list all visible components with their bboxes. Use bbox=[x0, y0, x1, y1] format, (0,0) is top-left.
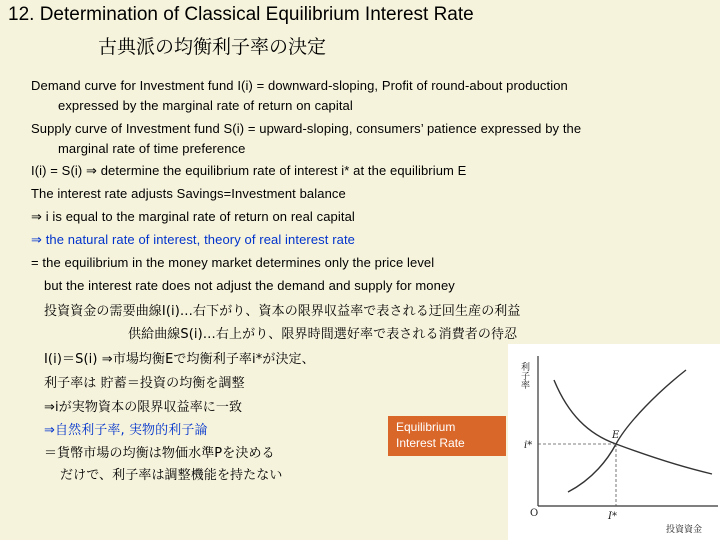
supply-demand-graph bbox=[508, 344, 720, 540]
text-line: expressed by the marginal rate of return on capital bbox=[58, 98, 353, 113]
graph-svg bbox=[508, 344, 720, 540]
svg-text:利子率: 利子率 bbox=[519, 362, 529, 389]
text-line-japanese: 利子率は 貯蓄＝投資の均衡を調整 bbox=[44, 376, 245, 391]
slide-title-english: 12. Determination of Classical Equilibrium Interest Rate bbox=[8, 4, 474, 25]
origin-label: O bbox=[530, 508, 539, 519]
text-line: The interest rate adjusts Savings=Investment balance bbox=[31, 186, 346, 201]
callout-line-2: Interest Rate bbox=[396, 436, 465, 450]
text-line: = the equilibrium in the money market determines only the price level bbox=[31, 255, 435, 270]
text-line-japanese: ⇒iが実物資本の限界収益率に一致 bbox=[44, 400, 243, 415]
text-line-japanese-highlight: ⇒自然利子率, 実物的利子論 bbox=[44, 423, 208, 438]
x-axis-label: 投資資金 bbox=[666, 525, 703, 535]
text-line-japanese: だけで、利子率は調整機能を持たない bbox=[60, 468, 283, 483]
text-line: Demand curve for Investment fund I(i) = downward-sloping, Profit of round-about production bbox=[31, 78, 568, 93]
slide-title-japanese: 古典派の均衡利子率の決定 bbox=[98, 36, 327, 58]
y-axis-label bbox=[519, 361, 530, 390]
text-line: Supply curve of Investment fund S(i) = upward-sloping, consumers’ patience expressed by the bbox=[31, 121, 582, 136]
I-star-label: I* bbox=[608, 511, 617, 522]
equilibrium-point-label: E bbox=[612, 430, 620, 441]
text-line-highlight: ⇒ the natural rate of interest, theory of real interest rate bbox=[31, 232, 355, 247]
text-line-japanese: 供給曲線S(i)…右上がり、限界時間選好率で表される消費者の待忍 bbox=[128, 327, 518, 342]
callout-line-1: Equilibrium bbox=[396, 420, 456, 434]
text-line: ⇒ i is equal to the marginal rate of return on real capital bbox=[31, 209, 355, 224]
equilibrium-interest-rate-callout bbox=[388, 416, 506, 456]
i-star-label: i* bbox=[524, 440, 533, 451]
text-line: marginal rate of time preference bbox=[58, 141, 246, 156]
text-line: but the interest rate does not adjust the demand and supply for money bbox=[44, 278, 455, 293]
text-line-japanese: I(i)＝S(i) ⇒市場均衡Eで均衡利子率i*が決定、 bbox=[44, 352, 315, 367]
text-line-japanese: ＝貨幣市場の均衡は物価水準Pを決める bbox=[44, 446, 275, 461]
text-line-japanese: 投資資金の需要曲線I(i)…右下がり、資本の限界収益率で表される迂回生産の利益 bbox=[44, 304, 521, 319]
supply-curve bbox=[568, 370, 686, 492]
demand-curve bbox=[554, 380, 712, 474]
text-line: I(i) = S(i) ⇒ determine the equilibrium rate of interest i* at the equilibrium E bbox=[31, 163, 467, 178]
